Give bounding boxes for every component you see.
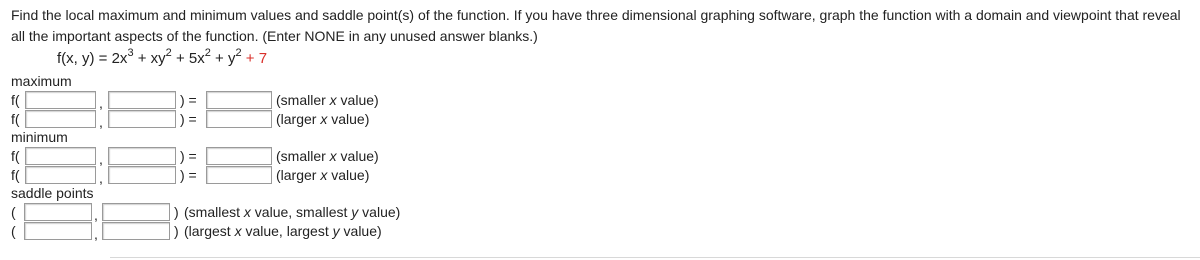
min2-y-input[interactable]: [108, 166, 176, 184]
f-open-paren: f(: [11, 111, 20, 127]
formula-term: + y: [210, 50, 236, 67]
min1-y-input[interactable]: [108, 147, 176, 165]
comma: ,: [99, 151, 103, 167]
function-formula: [57, 48, 267, 67]
comma: ,: [99, 114, 103, 130]
instructions-text: Find the local maximum and minimum values and saddle point(s) of the function. If you have three dimensional graphing software, graph the function with a domain and viewpoint that reveal all the important aspects of the function. (Enter NONE in any unused answer blanks.): [11, 7, 1181, 44]
min1-value-input[interactable]: [206, 147, 272, 165]
close-paren-equals: ) =: [180, 111, 197, 127]
maximum-label: maximum: [11, 73, 72, 89]
close-paren: ): [174, 223, 179, 239]
formula-lhs: f(x, y) = 2x: [57, 50, 128, 67]
close-paren-equals: ) =: [180, 148, 197, 164]
max2-y-input[interactable]: [108, 110, 176, 128]
min2-x-input[interactable]: [25, 166, 96, 184]
formula-exponent: 2: [204, 47, 211, 59]
saddle1-y-input[interactable]: [102, 203, 170, 221]
max2-value-input[interactable]: [206, 110, 272, 128]
comma: ,: [94, 226, 98, 242]
saddle2-note: (largest x value, largest y value): [184, 223, 382, 239]
saddle-points-label: saddle points: [11, 185, 94, 201]
close-paren-equals: ) =: [180, 167, 197, 183]
saddle1-note: (smallest x value, smallest y value): [184, 204, 401, 220]
formula-term: + 5x: [171, 50, 205, 67]
min1-note: (smaller x value): [276, 148, 379, 164]
max2-note: (larger x value): [276, 111, 370, 127]
formula-exponent: 2: [235, 47, 242, 59]
close-paren-equals: ) =: [180, 92, 197, 108]
formula-constant: + 7: [241, 50, 268, 67]
min1-x-input[interactable]: [25, 147, 96, 165]
max1-note: (smaller x value): [276, 92, 379, 108]
f-open-paren: f(: [11, 167, 20, 183]
f-open-paren: f(: [11, 92, 20, 108]
close-paren: ): [174, 204, 179, 220]
comma: ,: [99, 170, 103, 186]
formula-term: + xy: [133, 50, 166, 67]
divider: [110, 257, 1200, 258]
saddle2-y-input[interactable]: [102, 222, 170, 240]
f-open-paren: f(: [11, 148, 20, 164]
max1-value-input[interactable]: [206, 91, 272, 109]
max2-x-input[interactable]: [25, 110, 96, 128]
formula-exponent: 3: [127, 47, 134, 59]
min2-note: (larger x value): [276, 167, 370, 183]
open-paren: (: [11, 223, 16, 239]
open-paren: (: [11, 204, 16, 220]
min2-value-input[interactable]: [206, 166, 272, 184]
saddle2-x-input[interactable]: [24, 222, 92, 240]
saddle1-x-input[interactable]: [24, 203, 92, 221]
formula-exponent: 2: [165, 47, 172, 59]
max1-x-input[interactable]: [25, 91, 96, 109]
comma: ,: [99, 95, 103, 111]
max1-y-input[interactable]: [108, 91, 176, 109]
comma: ,: [94, 207, 98, 223]
minimum-label: minimum: [11, 129, 68, 145]
